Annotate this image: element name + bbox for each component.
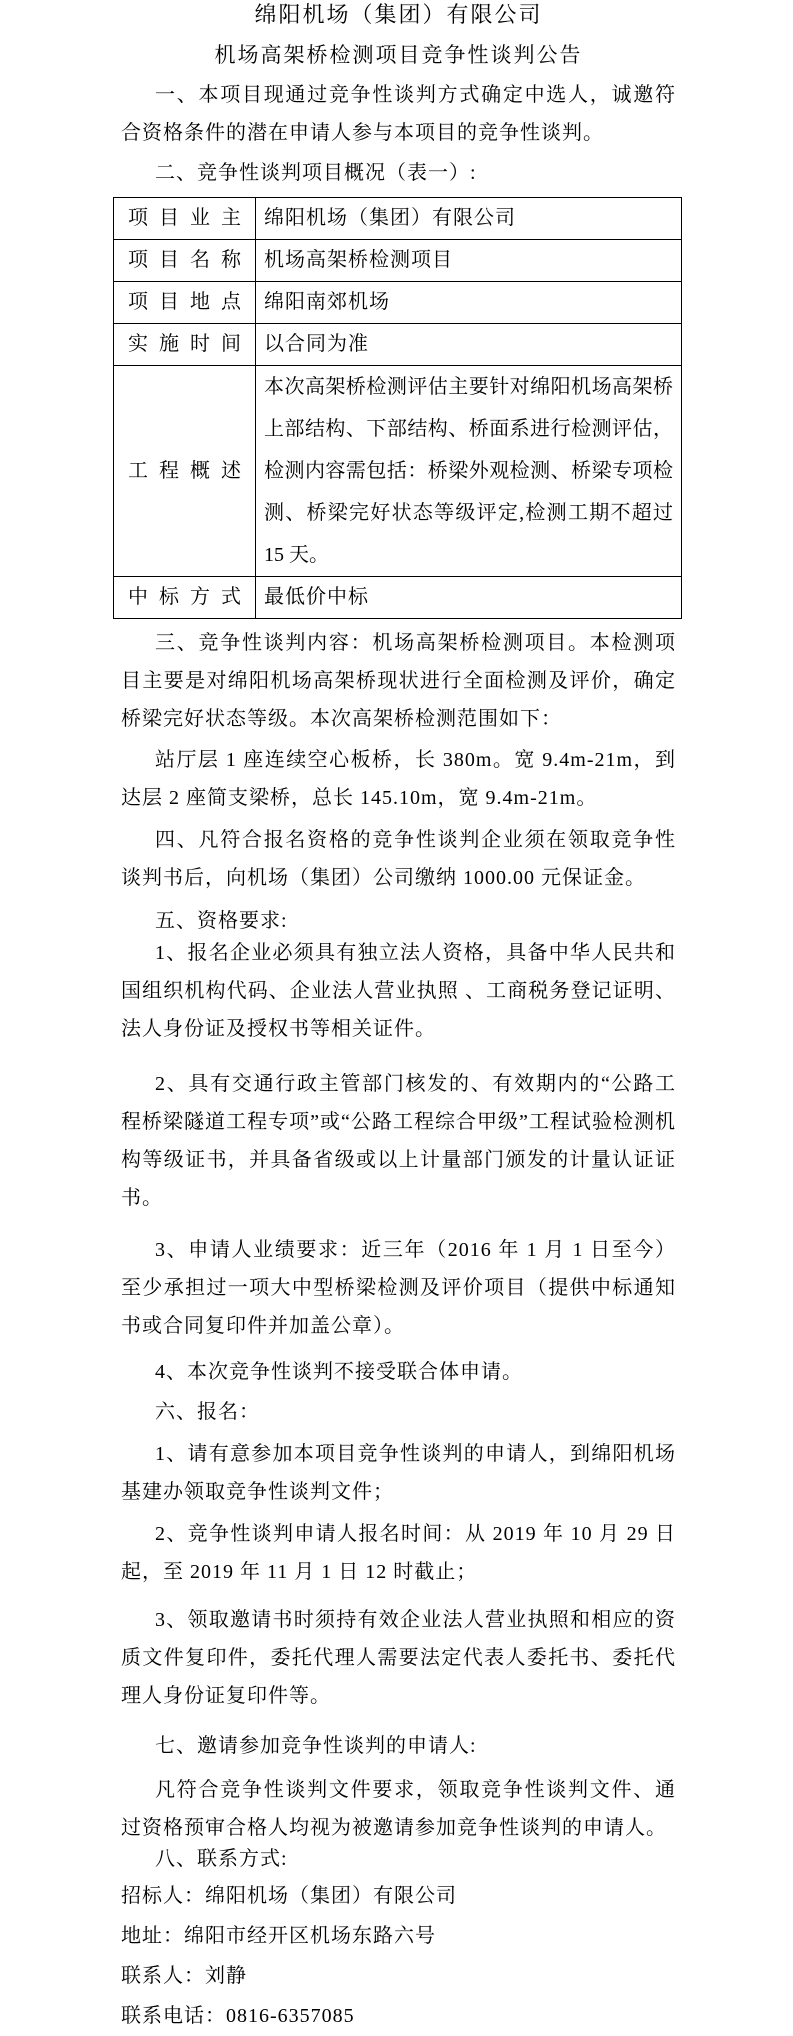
- contact-heading: 八、联系方式:: [155, 1848, 288, 1870]
- negotiation-content-paragraph: 三、竞争性谈判内容：机场高架桥检测项目。本检测项目主要是对绵阳机场高架桥现状进行全面检测及评价，确定桥梁完好状态等级。本次高架桥检测范围如下：: [121, 632, 676, 730]
- registration-item-1: 1、请有意参加本项目竞争性谈判的申请人，到绵阳机场基建办领取竞争性谈判文件；: [121, 1443, 676, 1503]
- overview-heading: 二、竞争性谈判项目概况（表一）:: [155, 162, 477, 184]
- row-value: 最低价中标: [256, 577, 682, 619]
- row-label: 项目名称: [114, 240, 256, 282]
- table-row-schedule: [114, 324, 682, 366]
- row-value: 机场高架桥检测项目: [256, 240, 682, 282]
- row-label: 项目业主: [114, 198, 256, 240]
- qualification-item-2: 2、具有交通行政主管部门核发的、有效期内的“公路工程桥梁隧道工程专项”或“公路工程综合甲级”工程试验检测机构等级证书，并具备省级或以上计量部门颁发的计量认证证书。: [121, 1073, 676, 1209]
- qualification-item-3: 3、申请人业绩要求：近三年（2016 年 1 月 1 日至今）至少承担过一项大中型桥梁检测及评价项目（提供中标通知书或合同复印件并加盖公章）。: [121, 1239, 676, 1337]
- doc-title: 绵阳机场（集团）有限公司: [254, 2, 543, 27]
- row-value: 绵阳南郊机场: [256, 282, 682, 324]
- deposit-paragraph: 四、凡符合报名资格的竞争性谈判企业须在领取竞争性谈判书后，向机场（集团）公司缴纳 1000.00 元保证金。: [121, 829, 676, 889]
- contact-line-bidder: 招标人：绵阳机场（集团）有限公司: [121, 1885, 457, 1907]
- row-value: 绵阳机场（集团）有限公司: [256, 198, 682, 240]
- row-label: 工程概述: [114, 366, 256, 577]
- registration-item-3: 3、领取邀请书时须持有效企业法人营业执照和相应的资质文件复印件，委托代理人需要法定代表人委托书、委托代理人身份证复印件等。: [121, 1609, 676, 1707]
- table-row-project-name: [114, 240, 682, 282]
- table-row-description: [114, 366, 682, 577]
- row-value: 本次高架桥检测评估主要针对绵阳机场高架桥上部结构、下部结构、桥面系进行检测评估，检测内容需包括：桥梁外观检测、桥梁专项检测、桥梁完好状态等级评定,检测工期不超过 15 天。: [256, 366, 682, 577]
- overview-table: [113, 197, 682, 619]
- invitation-heading: 七、邀请参加竞争性谈判的申请人:: [155, 1735, 477, 1757]
- table-row-owner: [114, 198, 682, 240]
- doc-subtitle: 机场高架桥检测项目竞争性谈判公告: [214, 43, 583, 67]
- registration-item-2: 2、竞争性谈判申请人报名时间：从 2019 年 10 月 29 日起，至 2019 年 11 月 1 日 12 时截止；: [121, 1523, 676, 1583]
- invitation-paragraph: 凡符合竞争性谈判文件要求，领取竞争性谈判文件、通过资格预审合格人均视为被邀请参加竞争性谈判的申请人。: [121, 1779, 676, 1839]
- intro-paragraph: 一、本项目现通过竞争性谈判方式确定中选人，诚邀符合资格条件的潜在申请人参与本项目的竞争性谈判。: [121, 84, 676, 144]
- row-label: 项目地点: [114, 282, 256, 324]
- qualification-item-1: 1、报名企业必须具有独立法人资格，具备中华人民共和国组织机构代码、企业法人营业执照 、工商税务登记证明、法人身份证及授权书等相关证件。: [121, 942, 676, 1040]
- registration-heading: 六、报名：: [155, 1401, 260, 1423]
- scope-paragraph: 站厅层 1 座连续空心板桥，长 380m。宽 9.4m-21m，到达层 2 座简支梁桥，总长 145.10m，宽 9.4m-21m。: [121, 749, 676, 809]
- row-label: 实施时间: [114, 324, 256, 366]
- contact-line-address: 地址：绵阳市经开区机场东路六号: [121, 1925, 436, 1947]
- table-row-location: [114, 282, 682, 324]
- qualification-item-4: 4、本次竞争性谈判不接受联合体申请。: [155, 1361, 523, 1383]
- row-value: 以合同为准: [256, 324, 682, 366]
- row-label: 中标方式: [114, 577, 256, 619]
- contact-line-person: 联系人：刘静: [121, 1965, 247, 1987]
- table-row-award-method: [114, 577, 682, 619]
- contact-line-phone: 联系电话：0816-6357085: [121, 2005, 355, 2027]
- qualification-heading: 五、资格要求:: [155, 910, 288, 932]
